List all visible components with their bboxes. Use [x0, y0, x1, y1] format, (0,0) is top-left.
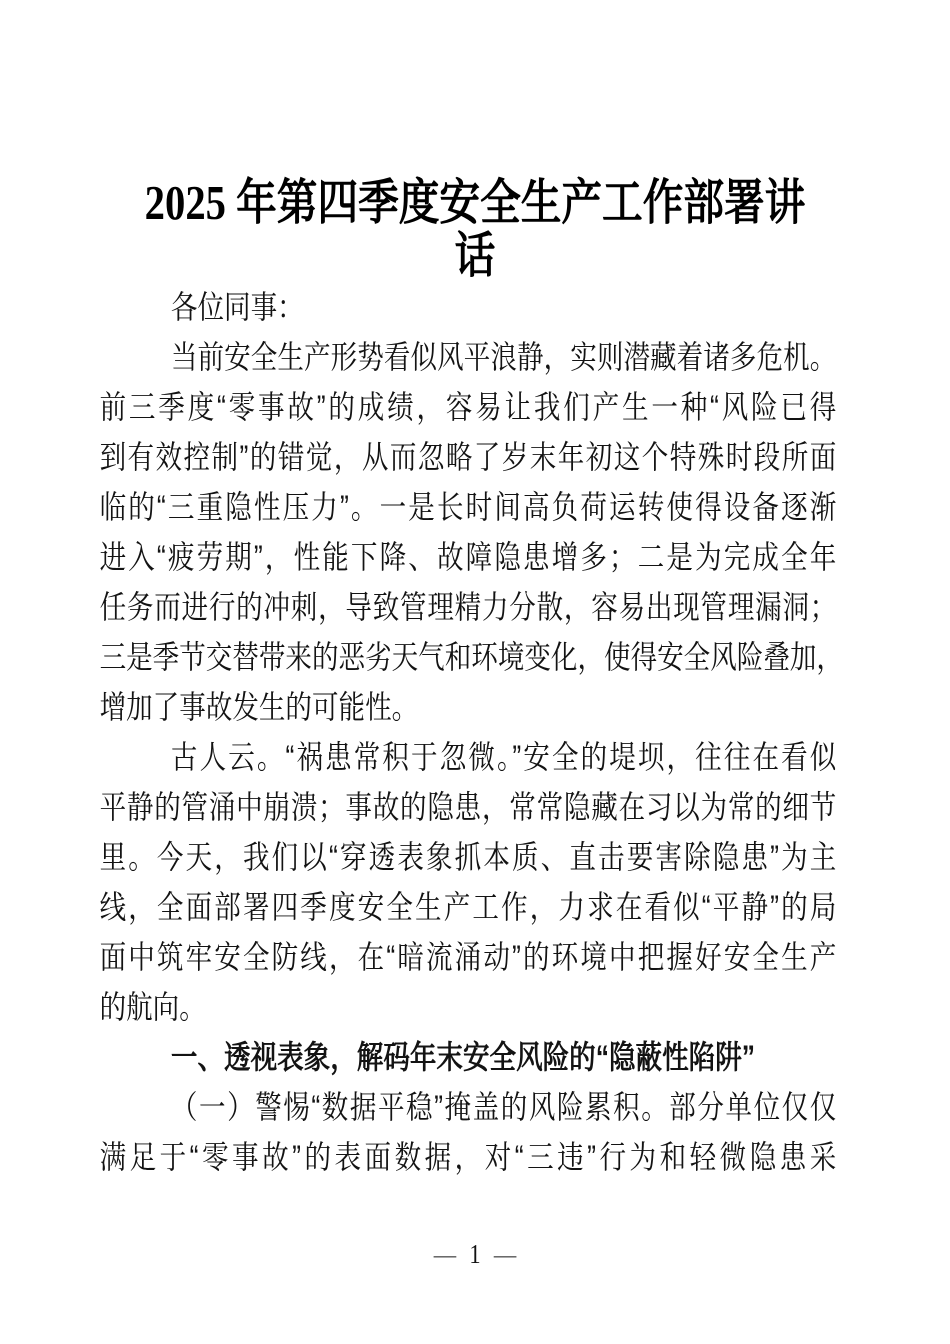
text-line: 各位同事：: [170, 289, 304, 325]
text-line: 进入“疲劳期”，性能下降、故障隐患增多；二是为完成全年: [99, 539, 837, 575]
paragraph-body: [100, 1082, 837, 1182]
text-line: （一）警惕“数据平稳”掩盖的风险累积。部分单位仅仅: [170, 1089, 837, 1125]
text-line: 满足于“零事故”的表面数据，对“三违”行为和轻微隐患采: [99, 1139, 837, 1175]
text-line: 三是季节交替带来的恶劣天气和环境变化，使得安全风险叠加，: [99, 639, 843, 675]
page-footer: [0, 1239, 950, 1269]
paragraph-salutation: [100, 282, 837, 332]
title-line-1: 2025 年第四季度安全生产工作部署讲: [144, 175, 806, 230]
text-line: 线，全面部署四季度安全生产工作，力求在看似“平静”的局: [99, 889, 837, 925]
text-line: 到有效控制”的错觉，从而忽略了岁末年初这个特殊时段所面: [99, 439, 837, 475]
text-line: 临的“三重隐性压力”。一是长时间高负荷运转使得设备逐渐: [99, 489, 837, 525]
paragraph-body: [99, 332, 843, 732]
text-line: 里。今天，我们以“穿透表象抓本质、直击要害除隐患”为主: [99, 839, 837, 875]
footer-right-dash: —: [493, 1239, 517, 1269]
document-title: [0, 0, 950, 282]
text-line: 古人云。“祸患常积于忽微。”安全的堤坝，往往在看似: [170, 739, 837, 775]
text-line: 当前安全生产形势看似风平浪静，实则潜藏着诸多危机。: [170, 339, 837, 375]
document-body: [99, 282, 843, 1182]
paragraph-section-heading: [100, 1032, 837, 1082]
text-line: 平静的管涌中崩溃；事故的隐患，常常隐藏在习以为常的细节: [99, 789, 837, 825]
title-line-2: 话: [454, 228, 496, 283]
text-line: 任务而进行的冲刺，导致管理精力分散，容易出现管理漏洞；: [99, 589, 837, 625]
paragraph-body: [100, 732, 837, 1032]
page-number: 1: [469, 1239, 481, 1269]
text-line: 前三季度“零事故”的成绩，容易让我们产生一种“风险已得: [99, 389, 837, 425]
text-line: 增加了事故发生的可能性。: [99, 689, 419, 725]
text-line: 的航向。: [99, 989, 206, 1025]
text-line: 面中筑牢安全防线，在“暗流涌动”的环境中把握好安全生产: [99, 939, 837, 975]
text-line: 一、透视表象，解码年末安全风险的“隐蔽性陷阱”: [170, 1039, 756, 1075]
footer-left-dash: —: [433, 1239, 457, 1269]
